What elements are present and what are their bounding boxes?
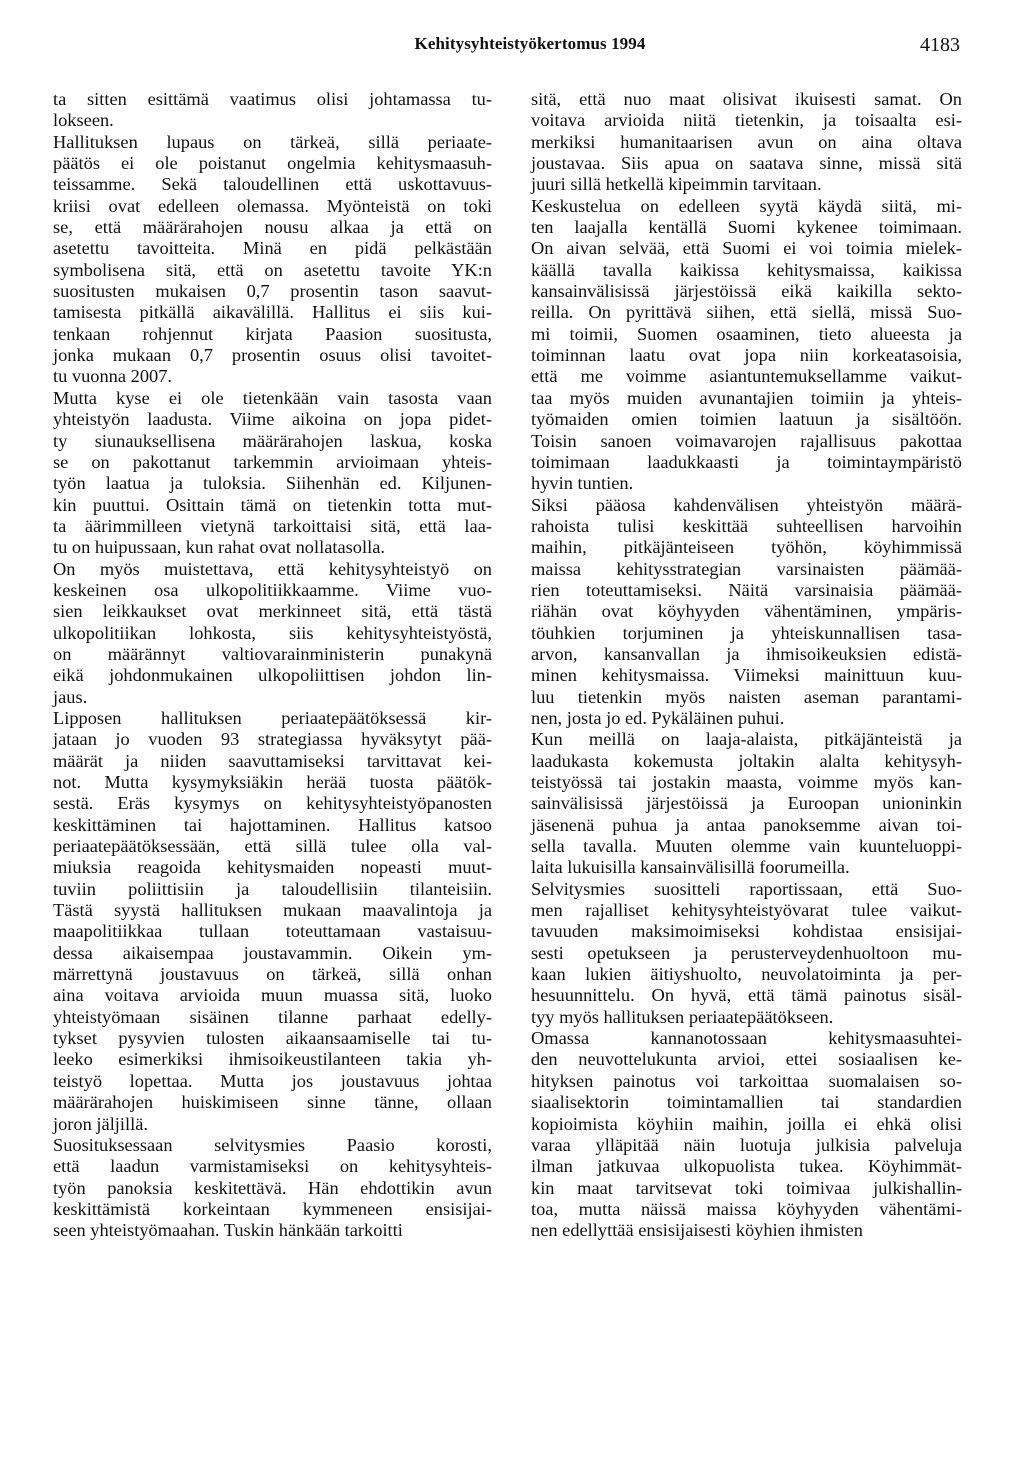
text-line: Omassa kannanotossaan kehitysmaasuhtei- <box>531 1028 962 1049</box>
text-line: merkiksi humanitaarisen avun on aina oltava <box>531 131 962 152</box>
text-line: laita lukuisilla kansainvälisillä foorumeilla. <box>531 857 850 878</box>
text-line: Mutta kyse ei ole tietenkään vain tasosta vaan <box>53 387 492 408</box>
text-line: se, että määrärahojen nousu alkaa ja että on <box>53 217 492 238</box>
text-line: leeko esimerkiksi ihmisoikeustilanteen takia yh- <box>53 1049 492 1070</box>
left-text-column <box>53 89 492 1242</box>
text-line: että me voimme asiantuntemuksellamme vaikut- <box>531 366 962 387</box>
text-line: maissa kehitysstrategian varsinaisten päämää- <box>531 558 962 579</box>
text-line: teistyö lopettaa. Mutta jos joustavuus johtaa <box>53 1070 492 1091</box>
text-line: tamisesta pitkällä aikavälillä. Hallitus ei siis kui- <box>53 302 492 323</box>
text-line: rahoista tulisi keskittää suhteellisen harvoihin <box>531 515 962 536</box>
text-line: aina voitava arvioida muun muassa sitä, luoko <box>53 985 492 1006</box>
text-line: minen kehitysmaissa. Viimeksi mainittuun kuu- <box>531 665 962 686</box>
text-line: Hallituksen lupaus on tärkeä, sillä periaate- <box>53 131 492 152</box>
text-line: Tästä syystä hallituksen mukaan maavalintoja ja <box>53 900 492 921</box>
text-line: jäsenenä puhua ja antaa panoksemme aivan toi- <box>531 814 962 835</box>
text-line: luu tietenkin myös naisten aseman parantami- <box>531 686 962 707</box>
text-line: On aivan selvää, että Suomi ei voi toimia mielek- <box>531 238 962 259</box>
text-line: rien toteuttamiseksi. Näitä varsinaisia päämää- <box>531 579 962 600</box>
text-line: varaa ylläpitää näin luotuja julkisia palveluja <box>531 1134 962 1155</box>
text-line: hyvin tuntien. <box>531 473 634 494</box>
text-line: sesti opetukseen ja perusterveydenhuoltoon mu- <box>531 942 962 963</box>
text-line: Siksi pääosa kahdenvälisen yhteistyön määrä- <box>531 494 962 515</box>
text-line: not. Mutta kysymyksiäkin herää tuosta päätök- <box>53 772 492 792</box>
text-line: toa, mutta näissä maissa köyhyyden vähentämi- <box>531 1198 962 1219</box>
text-line: voitava arvioida niitä tietenkin, ja toisaalta esi- <box>531 110 962 131</box>
text-line: Lipposen hallituksen periaatepäätöksessä kir- <box>53 707 492 728</box>
text-line: ulkopolitiikan lohkosta, siis kehitysyhteistyöstä, <box>53 622 492 643</box>
text-line: teistyössä tai jostakin maasta, voimme myös kan- <box>531 772 962 792</box>
text-line: jonka mukaan 0,7 prosentin osuus olisi tavoitet- <box>53 345 492 366</box>
text-line: märrettynä joustavuus on tärkeä, sillä onhan <box>53 964 492 985</box>
text-line: tenkaan rohjennut kirjata Paasion suositusta, <box>53 323 492 344</box>
text-line: suositusten mukaisen 0,7 prosentin tason saavut- <box>53 281 492 302</box>
text-line: keskittäminen tai hajottaminen. Hallitus katsoo <box>53 814 492 835</box>
text-line: kriisi ovat edelleen olemassa. Myönteistä on toki <box>53 195 492 216</box>
text-line: jataan jo vuoden 93 strategiassa hyväksytyt pää- <box>53 729 492 750</box>
text-line: ty siunauksellisena määrärahojen laskua, koska <box>53 430 492 451</box>
text-line: sainvälisissä järjestöissä ja Euroopan unioninkin <box>531 793 962 814</box>
text-line: sestä. Eräs kysymys on kehitysyhteistyöpanosten <box>53 793 492 814</box>
text-line: joustavaa. Siis apua on saatava sinne, missä sitä <box>531 153 962 174</box>
text-line: tuviin poliittisiin ja taloudellisiin tilanteisiin. <box>53 878 492 899</box>
text-line: tykset pysyvien tulosten aikaansaamiselle tai tu- <box>53 1028 492 1049</box>
text-line: Kun meillä on laaja-alaista, pitkäjänteistä ja <box>531 729 962 750</box>
text-line: työmaiden omien toimien laatuun ja sisältöön. <box>531 409 962 430</box>
text-line: ilman jatkuvaa ulkopuolista tukea. Köyhimmät- <box>531 1156 962 1177</box>
text-line: sitä, että nuo maat olisivat ikuisesti samat. On <box>531 89 962 109</box>
text-line: symbolisena sitä, että on asetettu tavoite YK:n <box>53 259 492 280</box>
text-line: ta äärimmilleen vietynä tarkoittaisi sitä, että laa- <box>53 515 492 536</box>
text-line: On myös muistettava, että kehitysyhteistyö on <box>53 558 492 579</box>
text-line: hesuunnittelu. On hyvä, että tämä painotus sisäl- <box>531 985 962 1006</box>
text-line: eikä johdonmukainen ulkopoliittisen johdon lin- <box>53 665 492 686</box>
text-line: on määrännyt valtiovarainministerin punakynä <box>53 643 492 664</box>
text-line: mi toimii, Suomen osaaminen, tieto alueesta ja <box>531 323 962 344</box>
text-line: sella tavalla. Muuten olemme vain kuunteluoppi- <box>531 836 962 857</box>
text-line: siaalisektorin toimintamallien tai standardien <box>531 1092 962 1113</box>
page-number: 4183 <box>920 34 960 56</box>
text-line: tu vuonna 2007. <box>53 366 173 387</box>
running-header-title: Kehitysyhteistyökertomus 1994 <box>414 34 646 53</box>
text-line: kansainvälisissä järjestöissä eikä kaikilla sekto- <box>531 281 962 302</box>
text-line: Suosituksessaan selvitysmies Paasio korosti, <box>53 1134 492 1155</box>
text-line: keskeinen osa ulkopolitiikkaamme. Viime vuo- <box>53 579 492 600</box>
text-line: maihin, pitkäjänteiseen työhön, köyhimmissä <box>531 537 962 558</box>
text-line: hityksen painotus voi tarkoittaa suomalaisen so- <box>531 1070 962 1091</box>
text-line: keskittämistä korkeintaan kymmeneen ensisijai- <box>53 1198 492 1219</box>
text-line: tu on huipussaan, kun rahat ovat nollatasolla. <box>53 537 385 558</box>
text-line: ta sitten esittämä vaatimus olisi johtamassa tu- <box>53 89 492 109</box>
text-line: määrät ja niiden saavuttamiseksi tarvittavat kei- <box>53 750 492 771</box>
text-line: tavuuden maksimoimiseksi kohdistaa ensisijai- <box>531 921 962 942</box>
text-line: seen yhteistyömaahan. Tuskin hänkään tarkoitti <box>53 1220 403 1241</box>
text-line: toiminnan laatu ovat jopa niin korkeatasoisia, <box>531 345 962 366</box>
text-line: joron jäljillä. <box>53 1113 148 1134</box>
text-line: toimimaan laadukkaasti ja toimintaympäristö <box>531 451 962 472</box>
text-line: yhteistyömaan sisäinen tilanne parhaat edelly- <box>53 1006 492 1027</box>
text-line: kin puuttui. Osittain tämä on tietenkin totta mut- <box>53 494 492 515</box>
text-line: kopioimista köyhiin maihin, joilla ei ehkä olisi <box>531 1113 962 1134</box>
text-line: kin maat tarvitsevat toki toimivaa julkishallin- <box>531 1177 962 1198</box>
text-line: reilla. On pyrittävä siihen, että siellä, missä Suo- <box>531 302 962 323</box>
text-line: maapolitiikkaa tullaan toteuttamaan vastaisuu- <box>53 921 492 942</box>
text-line: työn panoksia keskitettävä. Hän ehdottikin avun <box>53 1177 492 1198</box>
right-text-column <box>531 89 962 1242</box>
text-line: päätös ei ole poistanut ongelmia kehitysmaasuh- <box>53 153 492 174</box>
text-line: juuri sillä hetkellä kipeimmin tarvitaan. <box>531 174 822 195</box>
text-line: den neuvottelukunta arvioi, ettei sosiaalisen ke- <box>531 1049 962 1070</box>
text-line: Selvitysmies suositteli raportissaan, että Suo- <box>531 878 962 899</box>
text-line: taa myös muiden avunantajien toimiin ja yhteis- <box>531 387 962 408</box>
text-line: käällä tavalla kaikissa kehitysmaissa, kaikissa <box>531 259 962 280</box>
text-line: periaatepäätöksessään, että sillä tulee olla val- <box>53 836 492 857</box>
text-line: asetettu tavoitteita. Minä en pidä pelkästään <box>53 238 492 259</box>
text-line: töuhkien torjuminen ja yhteiskunnallisen tasa- <box>531 622 962 643</box>
text-line: men rajalliset kehitysyhteistyövarat tulee vaikut- <box>531 900 962 921</box>
text-line: kaan lukien äitiyshuolto, neuvolatoiminta ja per- <box>531 964 962 985</box>
text-line: miuksia reagoida kehitysmaiden nopeasti muut- <box>53 857 492 878</box>
text-line: teissamme. Sekä taloudellinen että uskottavuus- <box>53 174 492 195</box>
text-line: määrärahojen huiskimiseen sinne tänne, ollaan <box>53 1092 492 1113</box>
text-line: laadukasta kokemusta joltakin alalta kehitysyh- <box>531 750 962 771</box>
text-line: että laadun varmistamiseksi on kehitysyhteis- <box>53 1156 492 1177</box>
text-line: se on pakottanut tarkemmin arvioimaan yhteis- <box>53 451 492 472</box>
text-line: arvon, kansanvallan ja ihmisoikeuksien edistä- <box>531 643 962 664</box>
text-line: ten laajalla kentällä Suomi kykenee toimimaan. <box>531 217 962 238</box>
text-line: tyy myös hallituksen periaatepäätökseen. <box>531 1006 834 1027</box>
text-line: nen edellyttää ensisijaisesti köyhien ihmisten <box>531 1220 863 1241</box>
text-line: sien leikkaukset ovat merkinneet sitä, että tästä <box>53 601 492 622</box>
text-line: Toisin sanoen voimavarojen rajallisuus pakottaa <box>531 430 962 451</box>
text-line: lokseen. <box>53 110 114 131</box>
text-line: dessa aikaisempaa joustavammin. Oikein ym- <box>53 942 492 963</box>
text-line: riähän ovat köyhyyden vähentäminen, ympäris- <box>531 601 962 622</box>
text-line: yhteistyön laadusta. Viime aikoina on jopa pidet- <box>53 409 492 430</box>
text-line: työn laatua ja tuloksia. Siihenhän ed. Kiljunen- <box>53 473 492 494</box>
text-line: Keskustelua on edelleen syytä käydä siitä, mi- <box>531 195 962 216</box>
text-line: nen, josta jo ed. Pykäläinen puhui. <box>531 707 785 728</box>
text-line: jaus. <box>53 686 88 707</box>
